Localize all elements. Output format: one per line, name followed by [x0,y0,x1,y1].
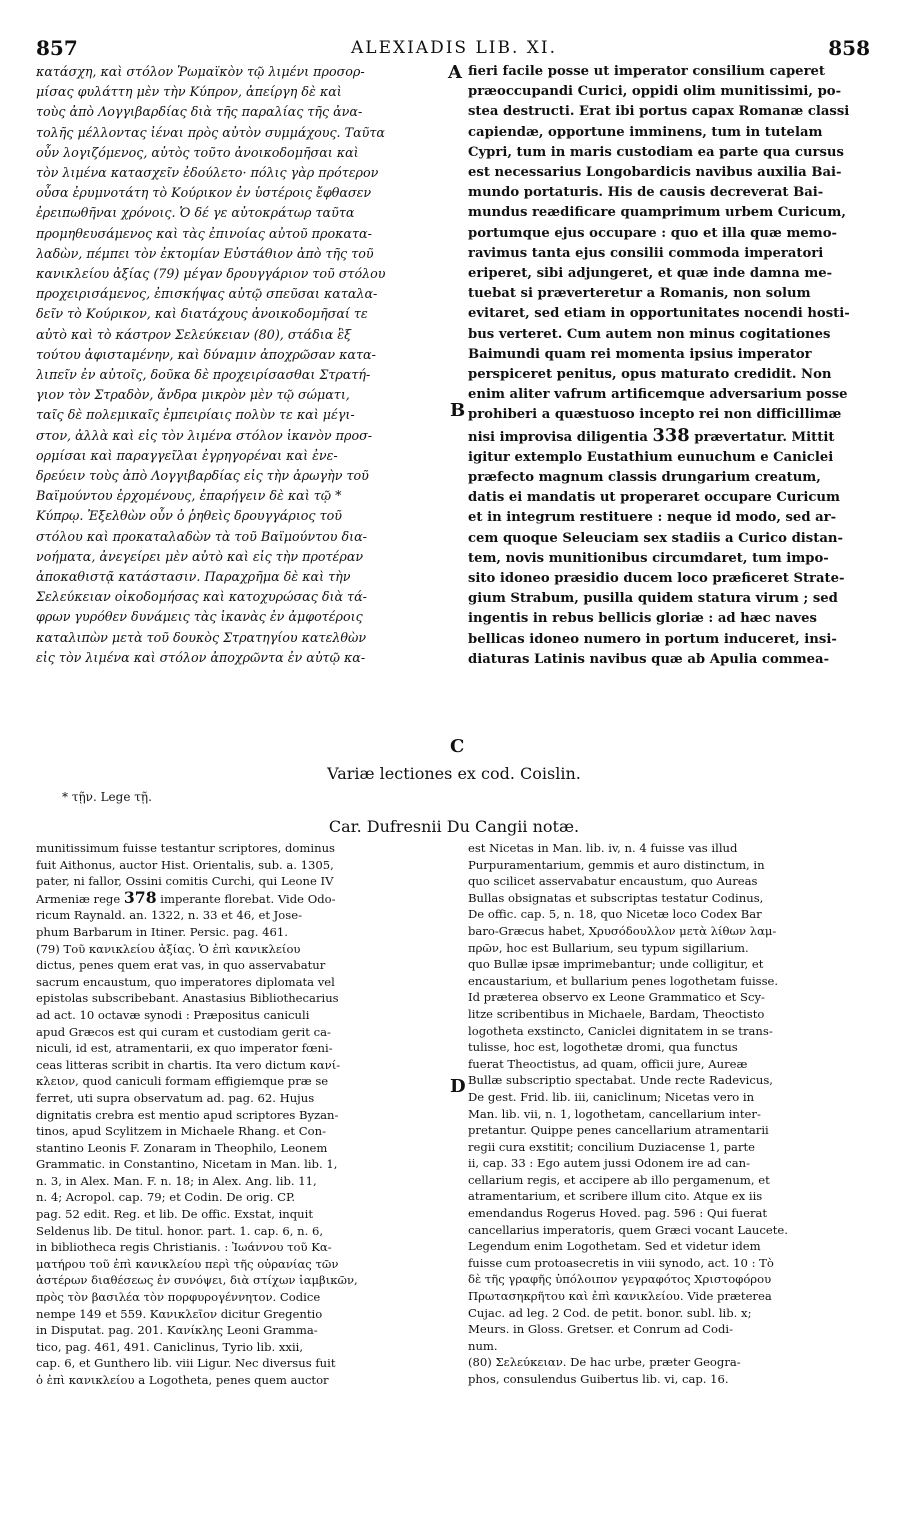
note-line: tinos, apud Scylitzem in Michaele Rhang. et Con- [36,1124,326,1139]
latin-text-line: est necessarius Longobardicis navibus auxilia Bai- [468,165,842,181]
greek-text-line: δεῖν τὸ Κούρικον, καὶ διατάχους ἀνοικοδομῆσαί τε [36,306,368,322]
edition-page-number: 378 [123,889,157,907]
greek-text-line: φρων γυρόθεν δυνάμεις τὰς ἱκανὰς ἐν ἀμφοτέροις [36,609,363,625]
note-line: quo Bullæ ipsæ imprimebantur; unde colligitur, et [468,957,764,972]
greek-text-line: αὐτὸ καὶ τὸ κάστρον Σελεύκειαν (80), στάδια ἓξ [36,326,352,342]
page-number-left: 857 [36,36,78,60]
latin-text-line: igitur extemplo Eustathium eunuchum e Caniclei [468,449,834,465]
notes-left-column [36,840,450,1400]
greek-text-line: Βαϊμούντου ἐρχομένους, ἐπαρήγειν δὲ καὶ τῷ * [36,488,342,504]
greek-text-line: προχειρισάμενος, ἐπισκήψας αὐτῷ σπεῦσαι καταλα- [36,286,378,302]
latin-text-line: perspiceret penitus, opus maturato credidit. Non [468,367,832,383]
greek-text-line: εἰς τὸν λιμένα καὶ στόλον ἀποχρῶντα ἐν αὐτῷ κα- [36,649,366,665]
greek-text-line: οὖν λογιζόμενος, αὐτὸς τοῦτο ἀνοικοδομῆσαι καὶ [36,144,359,160]
latin-text-line: tuebat si præverteretur a Romanis, non solum [468,286,811,302]
note-line: munitissimum fuisse testantur scriptores, dominus [36,841,335,855]
margin-marker-c: C [450,736,465,757]
latin-text-line: ravimus tanta ejus consilii commoda imperatori [468,245,824,261]
note-line: Meurs. in Gloss. Gretser. et Conrum ad Codi- [468,1322,734,1337]
note-line: quo scilicet asservabatur encaustum, quo Aureas [468,874,758,889]
notes-right-column [468,840,874,1410]
note-line: phos, consulendus Guibertus lib. vi, cap. 16. [468,1372,729,1386]
note-line: cellarium regis, et accipere ab illo pergamenum, et [468,1172,770,1187]
latin-text-line: et in integrum restituere : neque id modo, sed ar- [468,510,837,526]
note-line: πρὸς τὸν βασιλέα τὸν πορφυρογέννητον. Codice [36,1290,321,1305]
latin-text-line: enim aliter vafrum artificemque adversarium posse [468,387,848,403]
greek-text-line: λαδὼν, πέμπει τὸν ἐκτομίαν Εὐστάθιον ἀπὸ τῆς τοῦ [36,245,374,261]
margin-marker-d: D [450,1076,466,1097]
note-line: n. 4; Acropol. cap. 79; et Codin. De orig. CP. [36,1190,296,1205]
greek-text-column [36,62,446,672]
note-line: in bibliotheca regis Christianis. : Ἰωάννου τοῦ Κα- [36,1240,332,1255]
latin-text-line: nisi improvisa diligentia 338 prævertatur. Mittit [468,425,835,446]
note-line: sacrum encaustum, quo imperatores diplomata vel [36,974,335,989]
note-line: pater, ni fallor, Ossini comitis Curchi, qui Leone IV [36,874,334,889]
margin-marker-a: A [448,62,462,83]
note-line: in Disputat. pag. 201. Κανίκλης Leoni Gramma- [36,1323,318,1338]
greek-text-line: Σελεύκειαν οἰκοδομήσας καὶ κατοχυρώσας διὰ τά- [36,589,367,605]
latin-text-line: bellicas idoneo numero in portum induceret, insi- [468,631,837,647]
greek-text-line: γιον τὸν Στραδὸν, ἄνδρα μικρὸν μὲν τῷ σώματι, [36,387,350,403]
latin-text-line: eriperet, sibi adjungeret, et quæ inde damna me- [468,266,833,282]
variae-note: * τῇν. Lege τῇ. [62,790,152,804]
greek-text-line: μίσας φυλάττη μὲν τὴν Κύπρον, ἀπείργη δὲ καὶ [36,84,342,100]
note-line: litze scribentibus in Michaele, Bardam, Theoctisto [468,1006,765,1021]
greek-text-line: κατάσχη, καὶ στόλον Ῥωμαϊκὸν τῷ λιμένι προσορ- [36,64,365,79]
note-line: Legendum enim Logothetam. Sed et videtur idem [468,1239,761,1254]
greek-text-line: στον, ἀλλὰ καὶ εἰς τὸν λιμένα στόλον ἱκανὸν προσ- [36,427,373,443]
note-line: atramentarium, et scribere illum cito. Atque ex iis [468,1189,763,1204]
note-line: ii, cap. 33 : Ego autem jussi Odonem ire ad can- [468,1156,751,1171]
note-line: pag. 52 edit. Reg. et lib. De offic. Exstat, inquit [36,1207,313,1222]
note-line: tico, pag. 461, 491. Caniclinus, Tyrio lib. xxii, [36,1339,304,1354]
latin-text-line: præfecto magnum classis drungarium creatum, [468,470,821,486]
greek-text-line: καταλιπὼν μετὰ τοῦ δουκὸς Στρατηγίου κατελθὼν [36,629,367,645]
greek-text-line: στόλου καὶ προκαταλαδὼν τὰ τοῦ Βαϊμούντου δια- [36,528,367,544]
note-line: emendandus Rogerus Hoved. pag. 596 : Qui fuerat [468,1206,768,1221]
latin-text-line: diaturas Latinis navibus quæ ab Apulia commea- [468,651,830,667]
note-line: nempe 149 et 559. Κανικλεῖον dicitur Gregentio [36,1306,323,1321]
latin-text-line: tem, novis munitionibus circumdaret, tum impo- [468,550,829,566]
note-line: ad act. 10 octavæ synodi : Præpositus caniculi [36,1007,310,1022]
note-line: phum Barbarum in Itiner. Persic. pag. 461. [36,924,288,939]
note-line: stantino Leonis F. Zonaram in Theophilo, Leonem [36,1140,328,1155]
latin-text-line: Baimundi quam rei momenta ipsius imperator [468,346,812,362]
note-line: est Nicetas in Man. lib. iv, n. 4 fuisse vas illud [468,841,738,855]
latin-text-line: Cypri, tum in maris custodiam ea parte qua cursus [468,144,844,160]
note-line: logotheta exstincto, Caniclei dignitatem in se trans- [468,1023,773,1038]
note-line: cancellarius imperatoris, quem Græci vocant Laucete. [468,1222,788,1237]
note-line: ricum Raynald. an. 1322, n. 33 et 46, et Jose- [36,908,303,923]
note-line: Purpuramentarium, gemmis et auro distinctum, in [468,857,765,872]
page-header [0,0,908,62]
note-line: κλειον, quod caniculi formam effigiemque præ se [36,1074,329,1089]
latin-text-line: mundo portaturis. His de causis decreverat Bai- [468,185,824,201]
latin-text-line: prohiberi a quæstuoso incepto rei non difficillimæ [468,407,842,423]
greek-text-line: τούτου ἀφισταμένην, καὶ δύναμιν ἀποχρῶσαν κατα- [36,346,376,362]
greek-text-line: λιπεῖν ἐν αὐτοῖς, δοῦκα δὲ προχειρίσασθαι Στρατή- [36,367,371,383]
note-line: (79) Τοῦ κανικλείου ἀξίας. Ὁ ἐπὶ κανικλείου [36,941,301,956]
latin-text-line: fieri facile posse ut imperator consilium caperet [468,64,826,79]
note-line: niculi, id est, atramentarii, ex quo imperator fœni- [36,1041,333,1056]
greek-text-line: δρεύειν τοὺς ἀπὸ Λογγιβαρδίας εἰς τὴν ἀρωγὴν τοῦ [36,468,369,484]
latin-text-line: bus verteret. Cum autem non minus cogitationes [468,326,831,342]
greek-text-line: ἐρειπωθῆναι χρόνοις. Ὁ δέ γε αὐτοκράτωρ ταῦτα [36,205,355,221]
latin-text-line: portumque ejus occupare : quo et illa quæ memo- [468,225,838,241]
variae-heading: Variæ lectiones ex cod. Coislin. [327,764,581,783]
latin-text-line: præoccupandi Curici, oppidi olim munitissimi, po- [468,84,842,100]
note-line: Cujac. ad leg. 2 Cod. de petit. bonor. subl. lib. x; [468,1305,752,1320]
greek-text-line: κανικλείου ἀξίας (79) μέγαν δρουγγάριον τοῦ στόλου [36,266,386,282]
margin-marker-b: B [450,400,466,421]
note-line: ἀστέρων διαθέσεως ἐν συνόψει, διὰ στίχων ἰαμβικῶν, [36,1273,358,1288]
greek-text-line: οὖσα ἐρυμνοτάτη τὸ Κούρικον ἐν ὑστέροις ἔφθασεν [36,185,372,201]
note-line: De offic. cap. 5, n. 18, quo Nicetæ loco Codex Bar [468,907,762,922]
note-line: tulisse, hoc est, logothetæ dromi, qua functus [468,1040,738,1055]
note-line: δὲ τῆς γραφῆς ὑπόλοιπον γεγραφότος Χριστοφόρου [468,1272,772,1287]
greek-text-line: τοὺς ἀπὸ Λογγιβαρδίας διὰ τῆς παραλίας τῆς ἀνα- [36,104,363,120]
note-line: Man. lib. vii, n. 1, logothetam, cancellarium inter- [468,1106,761,1121]
note-line: encaustarium, et bullarium penes logothetam fuisse. [468,973,779,988]
note-line: num. [468,1338,498,1353]
note-line: Seldenus lib. De titul. honor. part. 1. cap. 6, n. 6, [36,1223,324,1238]
latin-text-line: datis ei mandatis ut properaret occupare Curicum [468,490,840,506]
note-line: n. 3, in Alex. Man. F. n. 18; in Alex. Ang. lib. 11, [36,1173,317,1188]
note-line: Id præterea observo ex Leone Grammatico et Scy- [468,990,765,1005]
note-line: ματήρου τοῦ ἐπὶ κανικλείου περὶ τῆς οὐρανίας τῶν [36,1256,339,1271]
latin-text-line: evitaret, sed etiam in opportunitates nocendi hosti- [468,306,850,322]
greek-text-line: Κύπρῳ. Ἐξελθὼν οὖν ὁ ῥηθεὶς δρουγγάριος τοῦ [36,508,342,524]
note-line: apud Græcos est qui curam et custodiam gerit ca- [36,1024,331,1039]
greek-text-line: τὸν λιμένα κατασχεῖν ἐδούλετο· πόλις γὰρ πρότερον [36,165,379,181]
note-line: fuisse cum protoasecretis in viii synodo, act. 10 : Τὸ [468,1255,774,1270]
latin-text-column [468,62,873,672]
running-title: ALEXIADIS LIB. XI. [351,38,557,58]
latin-text-line: sito idoneo præsidio ducem loco præficeret Strate- [468,571,845,587]
latin-text-line: gium Strabum, pusilla quidem statura virum ; sed [468,591,838,607]
note-line: πρῶν, hoc est Bullarium, seu typum sigillarium. [468,940,749,955]
greek-text-line: τολῆς μέλλοντας ἰέναι πρὸς αὐτὸν συμμάχους. Ταῦτα [36,124,385,140]
note-line: fuit Aithonus, auctor Hist. Orientalis, sub. a. 1305, [36,857,334,872]
note-line: baro-Græcus habet, Χρυσόδουλλον μετὰ λίθων λαμ- [468,923,777,938]
note-line: regii cura exstitit; concilium Duziacense 1, parte [468,1139,756,1154]
note-line: dignitatis crebra est mentio apud scriptores Byzan- [36,1107,339,1122]
note-line: ceas litteras scribit in chartis. Ita vero dictum κανί- [36,1057,341,1072]
note-line: dictus, penes quem erat vas, in quo asservabatur [36,958,326,973]
note-line: cap. 6, et Gunthero lib. viii Ligur. Nec diversus fuit [36,1356,336,1371]
note-line: Grammatic. in Constantino, Nicetam in Man. lib. 1, [36,1157,338,1172]
edition-page-number: 338 [652,425,690,446]
note-line: pretantur. Quippe penes cancellarium atramentarii [468,1123,769,1138]
notes-heading: Car. Dufresnii Du Cangii notæ. [328,817,580,836]
note-line: Bullæ subscriptio spectabat. Unde recte Radevicus, [468,1073,773,1088]
greek-text-line: ορμίσαι καὶ παραγγεῖλαι ἐγρηγορέναι καὶ ἐνε- [36,447,338,463]
note-line: De gest. Frid. lib. iii, caniclinum; Nicetas vero in [468,1089,755,1104]
greek-text-line: νοήματα, ἀνεγείρει μὲν αὐτὸ καὶ εἰς τὴν προτέραν [36,548,364,564]
latin-text-line: stea destructi. Erat ibi portus capax Romanæ classi [468,104,850,120]
greek-text-line: προμηθευσάμενος καὶ τὰς ἐπινοίας αὐτοῦ προκατα- [36,225,372,241]
page-number-right: 858 [828,36,870,60]
note-line: ferret, uti supra observatum ad. pag. 62. Hujus [36,1090,315,1105]
latin-text-line: mundus reædificare quamprimum urbem Curicum, [468,205,846,221]
latin-text-line: ingentis in rebus bellicis gloriæ : ad hæc naves [468,611,817,627]
note-line: Armeniæ rege 378 imperante florebat. Vide Odo- [36,889,336,907]
greek-text-line: ἀποκαθιστᾷ κατάστασιν. Παραχρῆμα δὲ καὶ τὴν [36,569,351,585]
note-line: Πρωτασηκρῆτου καὶ ἐπὶ κανικλείου. Vide præterea [468,1289,772,1304]
greek-text-line: ταῖς δὲ πολεμικαῖς ἐμπειρίαις πολὺν τε καὶ μέγι- [36,407,355,423]
note-line: ὁ ἐπὶ κανικλείου a Logotheta, penes quem auctor [36,1373,329,1387]
note-line: Bullas obsignatas et subscriptas testatur Codinus, [468,890,764,905]
latin-text-line: capiendæ, opportune imminens, tum in tutelam [468,124,823,140]
latin-text-line: cem quoque Seleuciam sex stadiis a Curico distan- [468,530,843,546]
note-line: fuerat Theoctistus, ad quam, officii jure, Aureæ [468,1056,748,1071]
note-line: epistolas subscribebant. Anastasius Bibliothecarius [36,991,339,1006]
note-line: (80) Σελεύκειαν. De hac urbe, præter Geogra- [468,1355,741,1370]
